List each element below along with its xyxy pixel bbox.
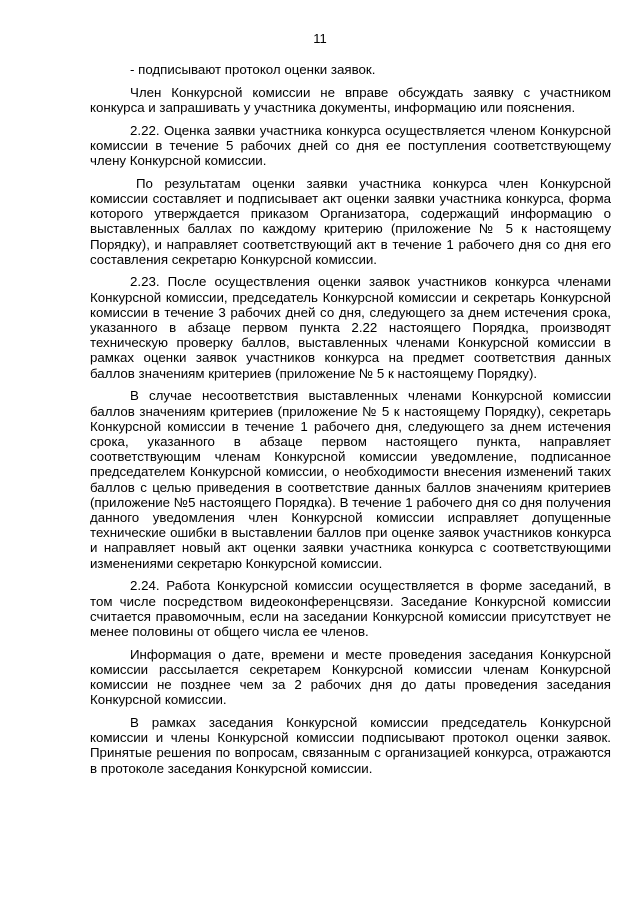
paragraph-meeting-protocol: В рамках заседания Конкурсной комиссии председатель Конкурсной комиссии и члены Конкурсной комиссии подписывают протокол оценки заявок. Принятые решения по вопросам, связанным с организацией конкурса, отражаются в протоколе заседания Конкурсной комиссии. [90, 714, 611, 776]
paragraph-signing-protocol: - подписывают протокол оценки заявок. [130, 62, 376, 77]
paragraph-meeting-info: Информация о дате, времени и месте проведения заседания Конкурсной комиссии рассылается секретарем Конкурсной комиссии членам Конкурсной комиссии не позднее чем за 2 рабочих дня до даты проведения заседания Конкурсной комиссии. [90, 646, 611, 708]
paragraph-2-22: 2.22. Оценка заявки участника конкурса осуществляется членом Конкурсной комиссии в течение 5 рабочих дней со дня ее поступления соответствующему члену Конкурсной комиссии. [90, 122, 611, 169]
document-body [90, 62, 611, 783]
paragraph-2-23: 2.23. После осуществления оценки заявок участников конкурса членами Конкурсной комиссии, председатель Конкурсной комиссии и секретарь Конкурсной комиссии в течение 3 рабочих дней со дня, следующего за днем истечения срока, указанного в абзаце первом пункта 2.22 настоящего Порядка, производят техническую проверку баллов, выставленных членами Конкурсной комиссии в рамках оценки заявок участников конкурса на предмет соответствия данных баллов значениям критериев (приложение № 5 к настоящему Порядку). [90, 274, 611, 381]
paragraph-member-restriction: Член Конкурсной комиссии не вправе обсуждать заявку с участником конкурса и запрашивать у участника документы, информацию или пояснения. [90, 84, 611, 115]
paragraph-2-24: 2.24. Работа Конкурсной комиссии осуществляется в форме заседаний, в том числе посредством видеоконференцсвязи. Заседание Конкурсной комиссии считается правомочным, если на заседании Конкурсной комиссии присутствует не менее половины от общего числа ее членов. [90, 578, 611, 639]
page-number: 11 [313, 31, 327, 46]
paragraph-score-mismatch: В случае несоответствия выставленных членами Конкурсной комиссии баллов значениям критериев (приложение № 5 к настоящему Порядку), секретарь Конкурсной комиссии в течение 1 рабочего дня, следующего за днем истечения срока, указанного в абзаце первом настоящего пункта, направляет соответствующим членам Конкурсной комиссии уведомление, подписанное председателем Конкурсной комиссии, о необходимости внесения изменений таких баллов с целью приведения в соответствие данных баллов значениям критериев (приложение №5 настоящего Порядка). В течение 1 рабочего дня со дня получения данного уведомления член Конкурсной комиссии исправляет допущенные технические ошибки в выставлении баллов при оценке заявок участников конкурса и направляет новый акт оценки заявки участника конкурса с соответствующими изменениями секретарю Конкурсной комиссии. [90, 388, 611, 571]
paragraph-evaluation-act: По результатам оценки заявки участника конкурса член Конкурсной комиссии составляет и подписывает акт оценки заявки участника конкурса, форма которого утверждается приказом Организатора, содержащий информацию о выставленных баллах по каждому критерию (приложение № 5 к настоящему Порядку), и направляет соответствующий акт в течение 1 рабочего дня со дня его составления секретарю Конкурсной комиссии. [90, 175, 611, 267]
